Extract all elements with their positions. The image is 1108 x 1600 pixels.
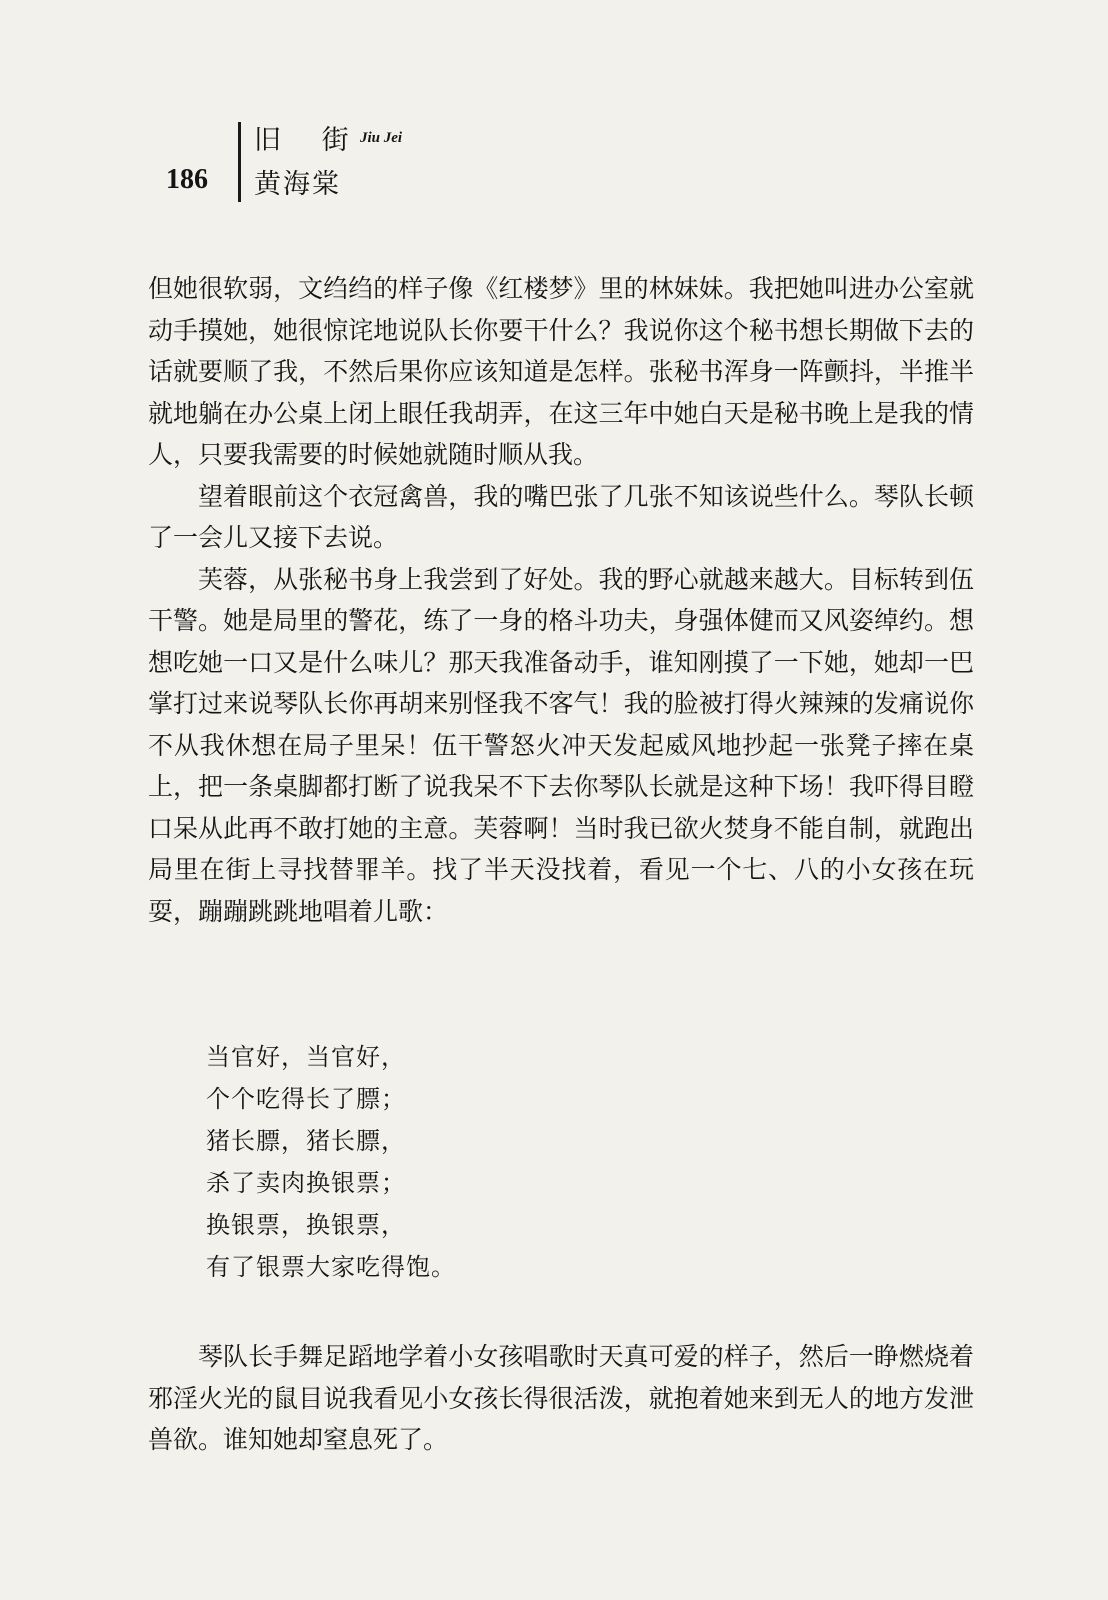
nursery-rhyme (206, 1036, 456, 1288)
poem-line: 换银票，换银票， (206, 1211, 406, 1239)
author-name: 黄海棠 (254, 169, 341, 200)
poem-line: 杀了卖肉换银票； (206, 1169, 406, 1197)
poem-line: 有了银票大家吃得饱。 (206, 1253, 456, 1281)
poem-line: 个个吃得长了膘； (206, 1085, 406, 1113)
closing-text (148, 1336, 974, 1461)
header-divider (238, 122, 241, 202)
paragraph: 芙蓉，从张秘书身上我尝到了好处。我的野心就越来越大。目标转到伍干警。她是局里的警花，练了一身的格斗功夫，身强体健而又风姿绰约。想想吃她一口又是什么味儿？那天我准备动手，谁知刚摸了一下她，她却一巴掌打过来说琴队长你再胡来别怪我不客气！我的脸被打得火辣辣的发痛说你不从我休想在局子里呆！伍干警怒火冲天发起威风地抄起一张凳子摔在桌上，把一条桌脚都打断了说我呆不下去你琴队长就是这种下场！我吓得目瞪口呆从此再不敢打她的主意。芙蓉啊！当时我已欲火焚身不能自制，就跑出局里在街上寻找替罪羊。找了半天没找着，看见一个七、八的小女孩在玩耍，蹦蹦跳跳地唱着儿歌： (148, 564, 974, 926)
paragraph: 琴队长手舞足蹈地学着小女孩唱歌时天真可爱的样子，然后一睁燃烧着邪淫火光的鼠目说我看见小女孩长得很活泼，就抱着她来到无人的地方发泄兽欲。谁知她却窒息死了。 (148, 1342, 974, 1454)
paragraph: 望着眼前这个衣冠禽兽，我的嘴巴张了几张不知该说些什么。琴队长顿了一会儿又接下去说。 (148, 481, 974, 552)
body-text (148, 268, 974, 932)
page-number: 186 (166, 164, 208, 195)
book-title: 旧 街 (254, 125, 365, 156)
poem-line: 猪长膘，猪长膘， (206, 1127, 406, 1155)
book-title-pinyin: Jiu Jei (360, 130, 403, 146)
paragraph: 但她很软弱，文绉绉的样子像《红楼梦》里的林妹妹。我把她叫进办公室就动手摸她，她很惊诧地说队长你要干什么？我说你这个秘书想长期做下去的话就要顺了我，不然后果你应该知道是怎样。张秘书浑身一阵颤抖，半推半就地躺在办公桌上闭上眼任我胡弄，在这三年中她白天是秘书晚上是我的情人，只要我需要的时候她就随时顺从我。 (148, 274, 974, 469)
poem-line: 当官好，当官好， (206, 1043, 406, 1071)
